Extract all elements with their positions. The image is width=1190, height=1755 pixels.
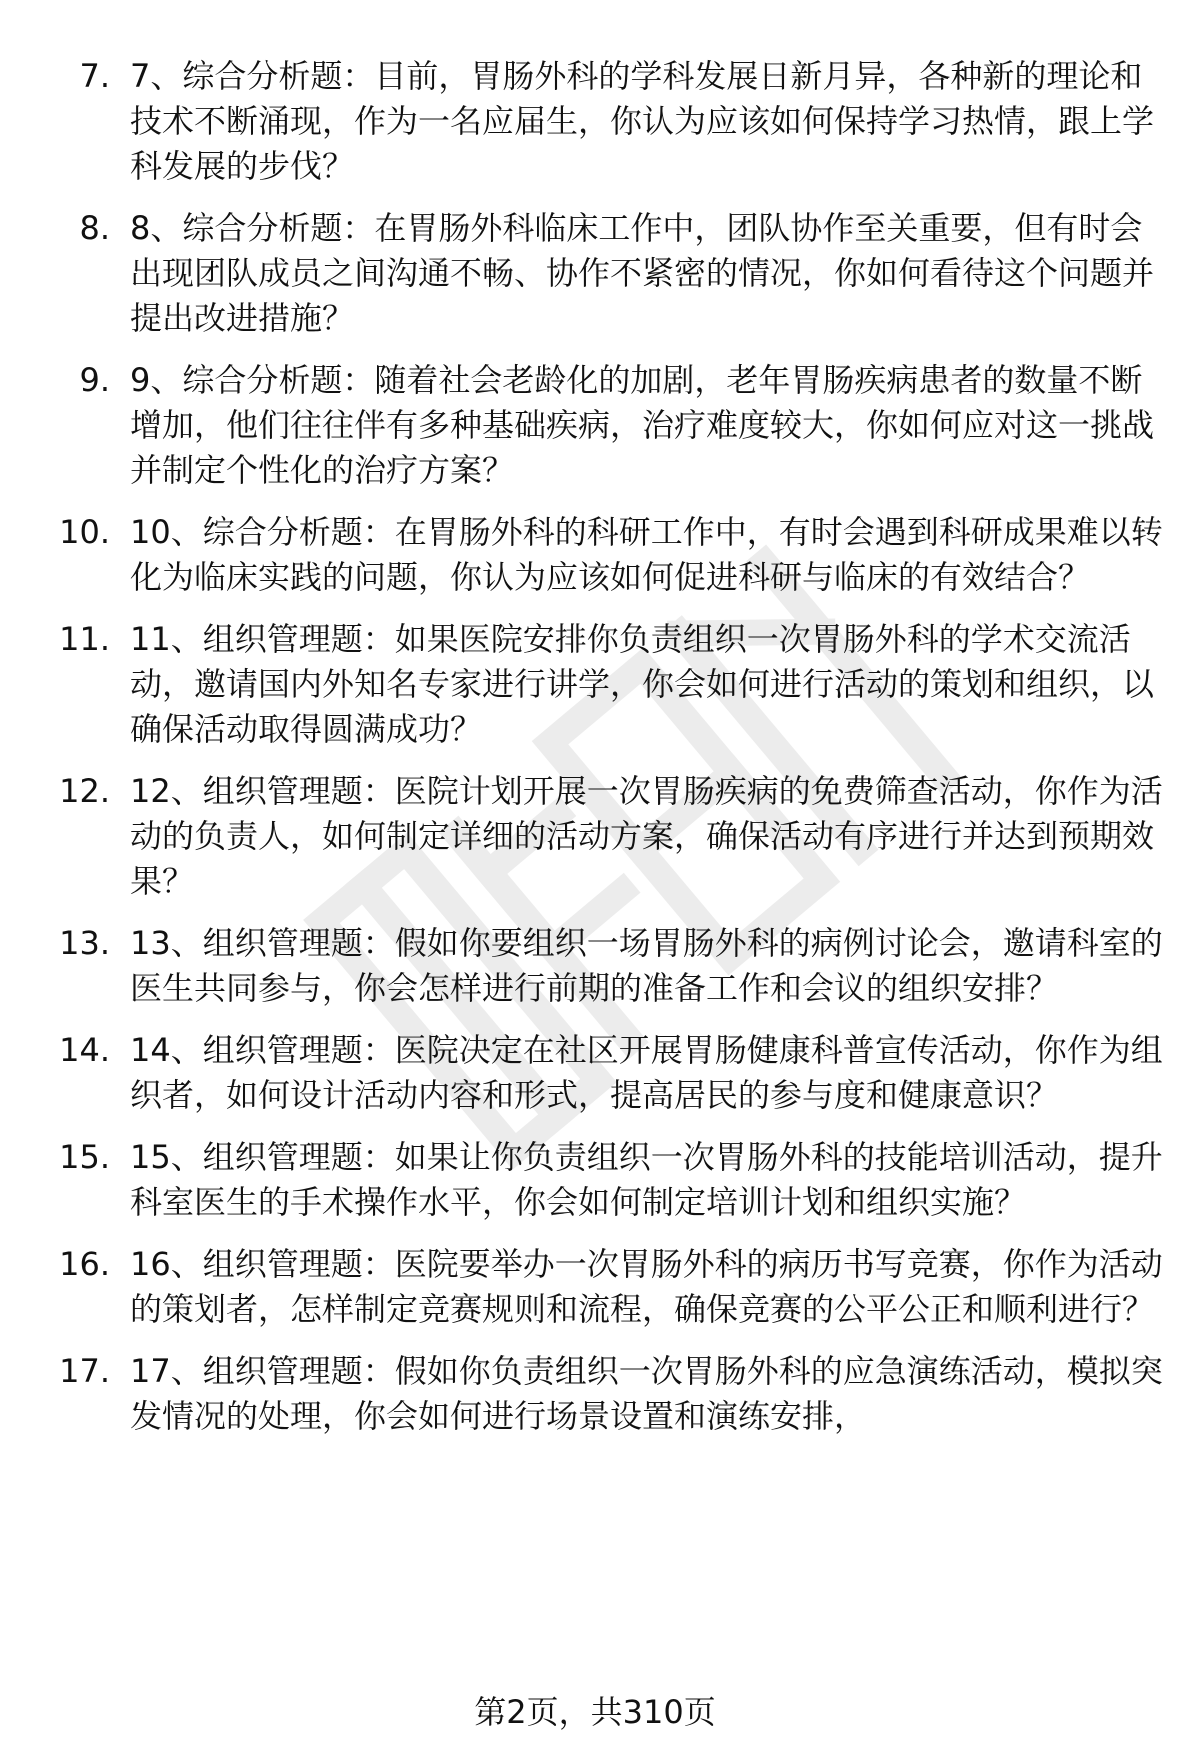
item-text: 7、综合分析题：目前，胃肠外科的学科发展日新月异，各种新的理论和技术不断涌现，作为一名应届生，你认为应该如何保持学习热情，跟上学科发展的步伐？: [130, 57, 1155, 185]
item-text: 9、综合分析题：随着社会老龄化的加剧，老年胃肠疾病患者的数量不断增加，他们往往伴有多种基础疾病，治疗难度较大，你如何应对这一挑战并制定个性化的治疗方案？: [130, 361, 1155, 489]
item-number: 13.: [59, 924, 110, 962]
item-number: 7.: [79, 57, 110, 95]
list-item: [0, 1242, 1190, 1332]
item-number: 15.: [59, 1138, 110, 1176]
item-text: 17、组织管理题：假如你负责组织一次胃肠外科的应急演练活动，模拟突发情况的处理，你会如何进行场景设置和演练安排，: [130, 1352, 1163, 1435]
item-number: 12.: [59, 772, 110, 810]
page-footer: 第2页，共310页: [474, 1693, 716, 1731]
item-text: 14、组织管理题：医院决定在社区开展胃肠健康科普宣传活动，你作为组织者，如何设计活动内容和形式，提高居民的参与度和健康意识？: [130, 1031, 1163, 1114]
list-item: [0, 1028, 1190, 1118]
list-item: [0, 1349, 1190, 1439]
item-number: 10.: [59, 513, 110, 551]
item-text: 15、组织管理题：如果让你负责组织一次胃肠外科的技能培训活动，提升科室医生的手术操作水平，你会如何制定培训计划和组织实施？: [130, 1138, 1163, 1221]
list-item: [0, 206, 1190, 341]
list-item: [0, 54, 1190, 189]
item-number: 16.: [59, 1245, 110, 1283]
list-item: [0, 921, 1190, 1011]
item-text: 13、组织管理题：假如你要组织一场胃肠外科的病例讨论会，邀请科室的医生共同参与，你会怎样进行前期的准备工作和会议的组织安排？: [130, 924, 1163, 1007]
list-item: [0, 510, 1190, 600]
item-text: 10、综合分析题：在胃肠外科的科研工作中，有时会遇到科研成果难以转化为临床实践的问题，你认为应该如何促进科研与临床的有效结合？: [130, 513, 1163, 596]
list-item: [0, 358, 1190, 493]
item-number: 11.: [59, 620, 110, 658]
item-number: 14.: [59, 1031, 110, 1069]
question-list: [0, 54, 1190, 1456]
list-item: [0, 1135, 1190, 1225]
item-number: 9.: [79, 361, 110, 399]
item-number: 8.: [79, 209, 110, 247]
item-text: 8、综合分析题：在胃肠外科临床工作中，团队协作至关重要，但有时会出现团队成员之间沟通不畅、协作不紧密的情况，你如何看待这个问题并提出改进措施？: [130, 209, 1155, 337]
item-number: 17.: [59, 1352, 110, 1390]
item-text: 16、组织管理题：医院要举办一次胃肠外科的病历书写竞赛，你作为活动的策划者，怎样制定竞赛规则和流程，确保竞赛的公平公正和顺利进行？: [130, 1245, 1163, 1328]
item-text: 11、组织管理题：如果医院安排你负责组织一次胃肠外科的学术交流活动，邀请国内外知名专家进行讲学，你会如何进行活动的策划和组织，以确保活动取得圆满成功？: [130, 620, 1155, 748]
item-text: 12、组织管理题：医院计划开展一次胃肠疾病的免费筛查活动，你作为活动的负责人，如何制定详细的活动方案，确保活动有序进行并达到预期效果？: [130, 772, 1163, 900]
list-item: [0, 617, 1190, 752]
list-item: [0, 769, 1190, 904]
